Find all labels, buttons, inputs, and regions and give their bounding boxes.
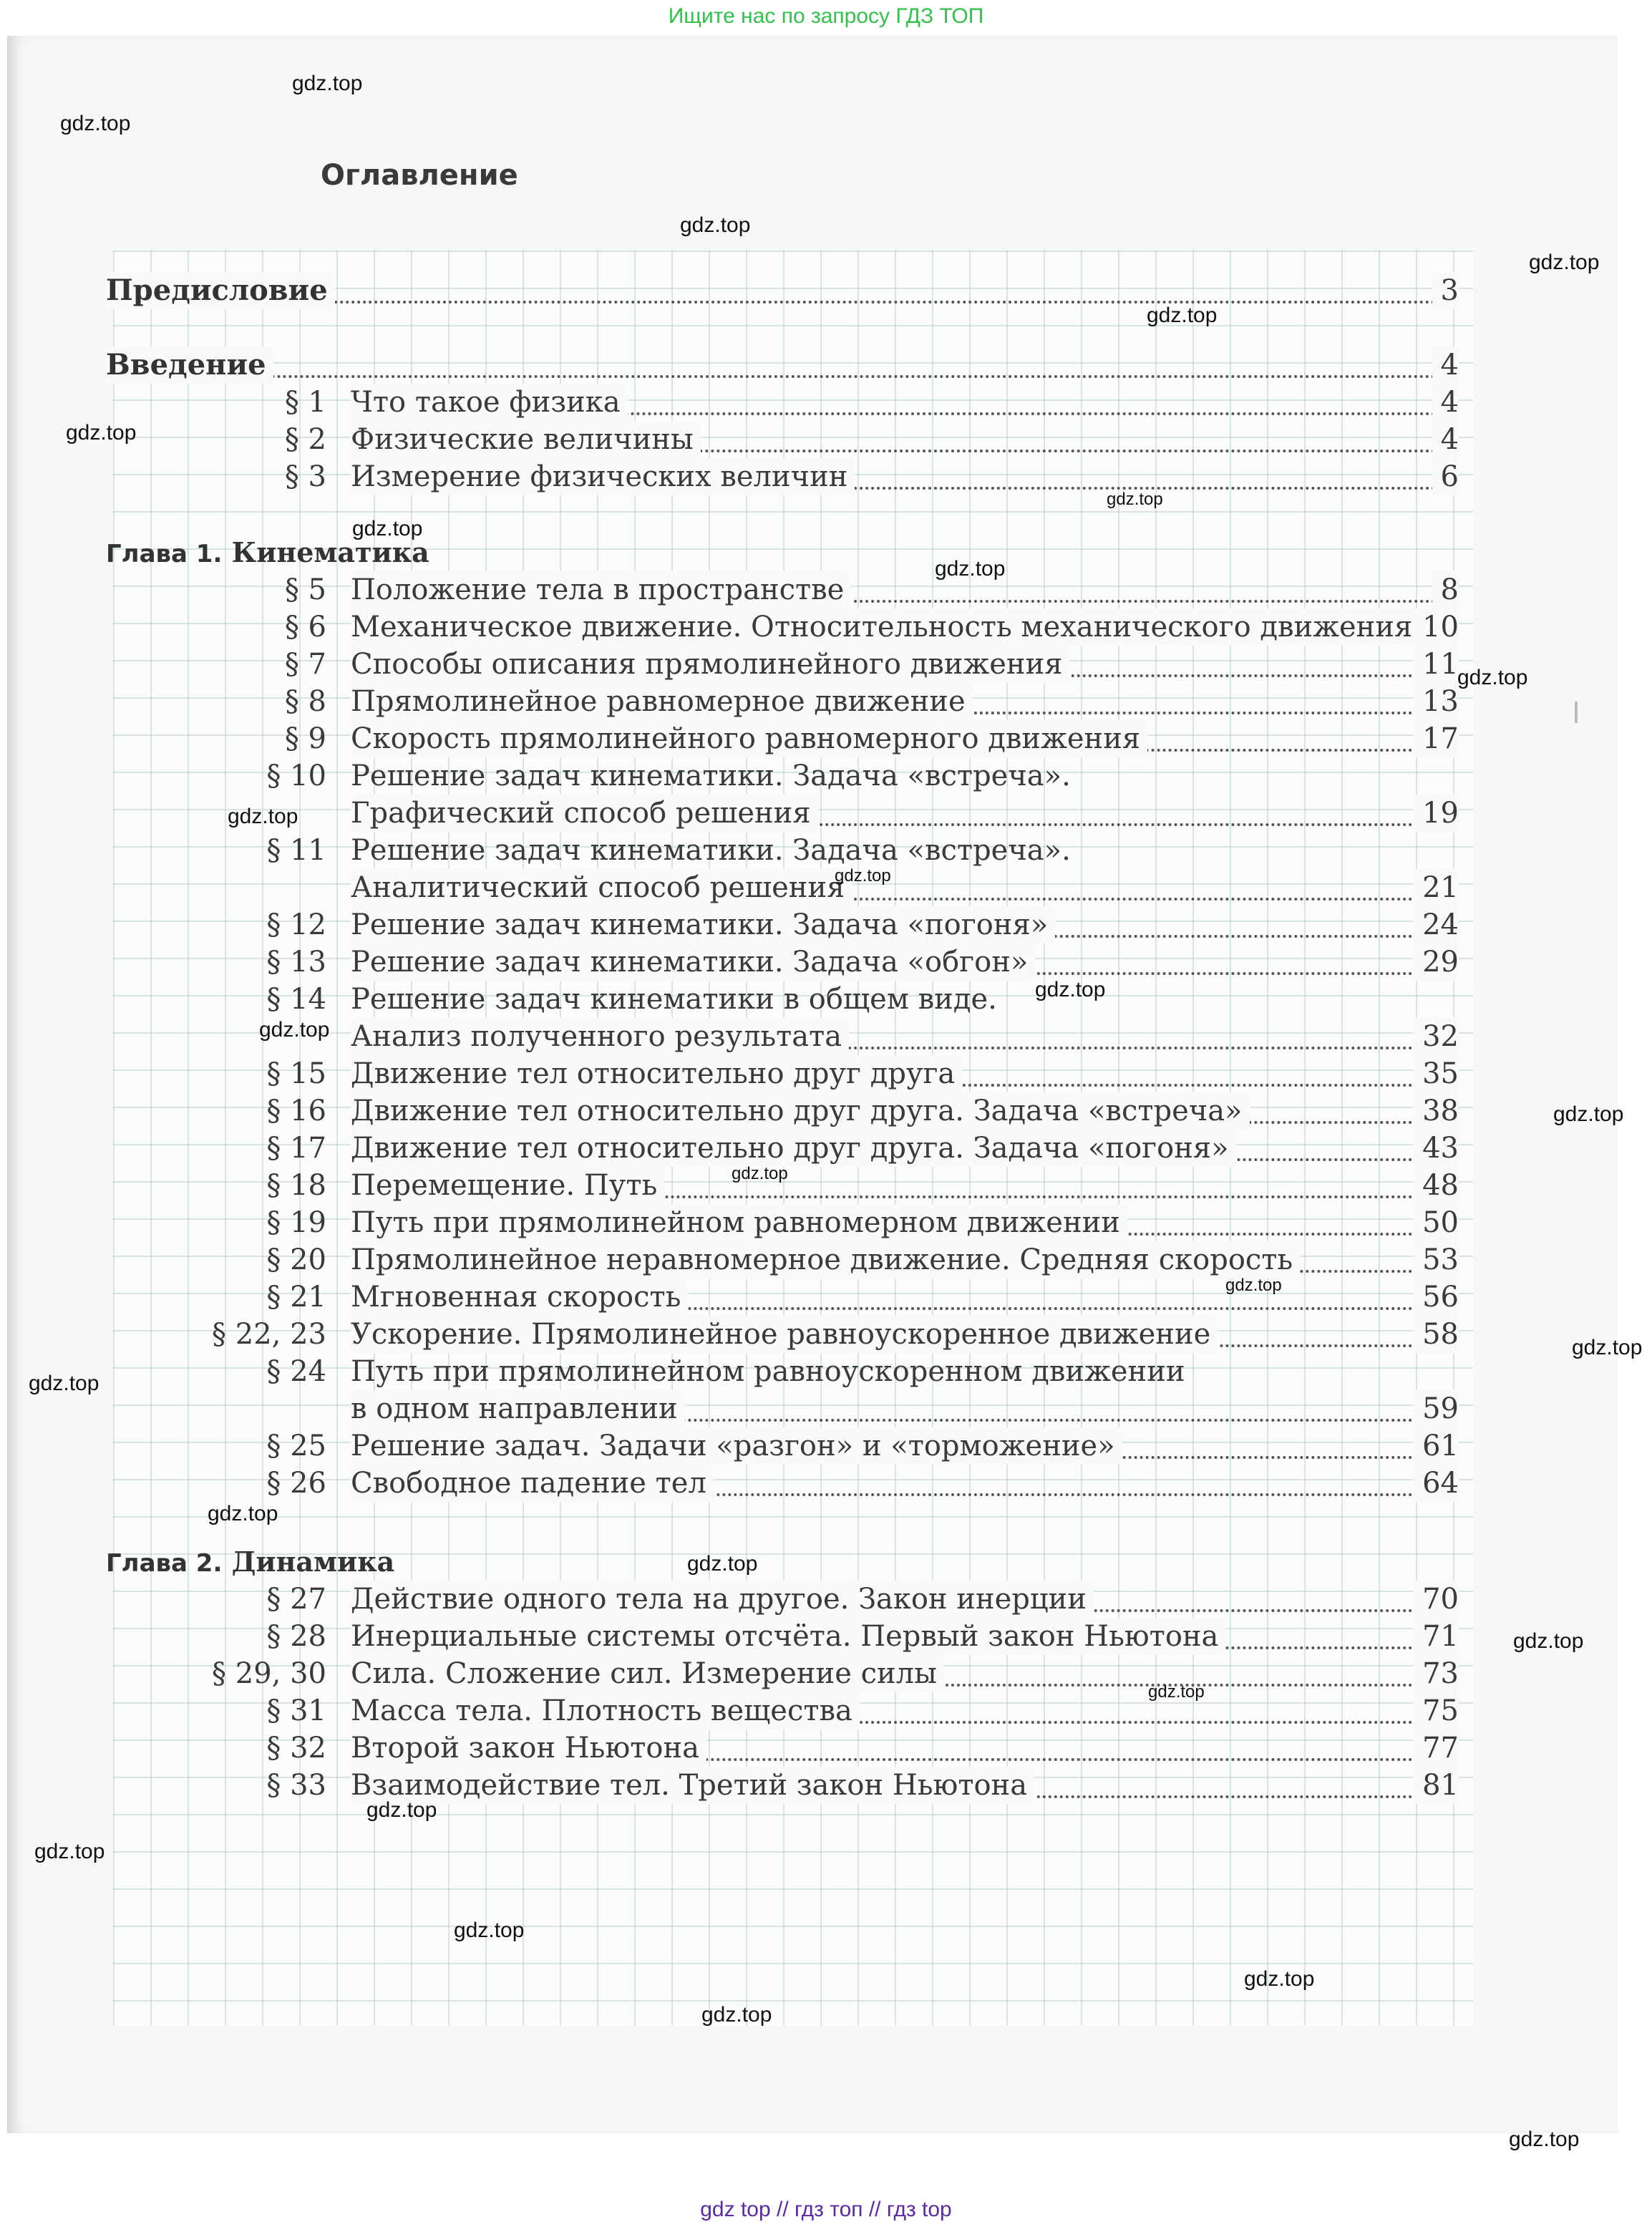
entry-title: Свободное падение тел <box>351 1467 706 1500</box>
toc-entry <box>351 1692 1459 1729</box>
page-number: 64 <box>1414 1465 1459 1502</box>
section-number: § 25 <box>266 1430 326 1462</box>
entry-title: Инерциальные системы отсчёта. Первый закон Ньютона <box>351 1620 1219 1653</box>
toc-entry <box>351 1316 1459 1353</box>
entry-title: в одном направлении <box>351 1392 678 1425</box>
entry-title: Масса тела. Плотность вещества <box>351 1694 852 1727</box>
entry-title: Анализ полученного результата <box>351 1020 842 1053</box>
toc-entry <box>351 608 1459 646</box>
page-number: 19 <box>1414 795 1459 832</box>
toc-entry <box>351 571 1459 608</box>
watermark-text: gdz.top <box>935 557 1006 581</box>
section-number: § 15 <box>266 1057 326 1090</box>
watermark-text: gdz.top <box>366 1798 437 1822</box>
page-number: 24 <box>1414 906 1459 943</box>
watermark-text: gdz.top <box>1457 666 1528 689</box>
watermark-text: gdz.top <box>1035 978 1106 1001</box>
toc-entry <box>351 1729 1459 1767</box>
toc-entry <box>351 458 1459 495</box>
entry-title: Движение тел относительно друг друга. Задача «погоня» <box>351 1132 1229 1165</box>
toc-entry <box>351 1465 1459 1502</box>
toc-entry <box>351 1018 1459 1055</box>
toc-entry <box>351 1767 1459 1804</box>
watermark-text: gdz.top <box>1572 1336 1643 1359</box>
watermark-text: gdz.top <box>60 112 131 135</box>
watermark-text: gdz.top <box>352 517 423 540</box>
dot-leader <box>106 375 1459 378</box>
section-number: § 28 <box>266 1620 326 1653</box>
entry-title: Решение задач кинематики. Задача «обгон» <box>351 946 1029 979</box>
page-title: Оглавление <box>321 159 518 192</box>
entry-title: Аналитический способ решения <box>351 871 845 904</box>
section-number: § 5 <box>284 573 326 606</box>
toc-entry <box>351 1618 1459 1655</box>
section-number: § 2 <box>284 423 326 456</box>
watermark-text: gdz.top <box>1225 1276 1282 1295</box>
entry-title: Путь при прямолинейном равномерном движении <box>351 1206 1120 1239</box>
section-number: § 6 <box>284 611 326 644</box>
watermark-text: gdz.top <box>66 421 137 445</box>
page-number: 11 <box>1414 646 1459 683</box>
page-number: 10 <box>1414 608 1459 646</box>
entry-title: Решение задач. Задачи «разгон» и «торможение» <box>351 1430 1115 1462</box>
section-number: § 18 <box>266 1169 326 1202</box>
section-number: § 14 <box>266 983 326 1016</box>
page-number: 3 <box>1432 272 1459 309</box>
toc-entry <box>351 1204 1459 1241</box>
entry-title: Прямолинейное неравномерное движение. Средняя скорость <box>351 1243 1293 1276</box>
section-number: § 24 <box>266 1355 326 1388</box>
watermark-text: gdz.top <box>1244 1967 1315 1991</box>
page-number: 77 <box>1414 1729 1459 1767</box>
watermark-text: gdz.top <box>687 1552 758 1576</box>
page-number: 71 <box>1414 1618 1459 1655</box>
page-number: 59 <box>1414 1390 1459 1427</box>
watermark-text: gdz.top <box>1107 490 1163 509</box>
toc-entry <box>351 1581 1459 1618</box>
page-number: 73 <box>1414 1655 1459 1692</box>
entry-title: Прямолинейное равномерное движение <box>351 685 966 718</box>
page-number: 29 <box>1414 943 1459 981</box>
toc-row-preface <box>106 272 1459 309</box>
page-number: 6 <box>1432 458 1459 495</box>
entry-title: Сила. Сложение сил. Измерение силы <box>351 1657 937 1690</box>
toc-entry <box>351 906 1459 943</box>
toc-entry <box>351 1279 1459 1316</box>
entry-title: Перемещение. Путь <box>351 1169 658 1202</box>
section-number: § 1 <box>284 386 326 419</box>
toc-entry <box>351 683 1459 720</box>
watermark-text: gdz.top <box>1147 304 1218 327</box>
section-number: § 16 <box>266 1095 326 1127</box>
section-number: § 12 <box>266 908 326 941</box>
page-number: 17 <box>1414 720 1459 757</box>
section-number: § 31 <box>266 1694 326 1727</box>
entry-title: Второй закон Ньютона <box>351 1732 699 1765</box>
section-number: § 10 <box>266 760 326 792</box>
toc-entry <box>351 421 1459 458</box>
page-number: 8 <box>1432 571 1459 608</box>
entry-title: Графический способ решения <box>351 797 811 830</box>
watermark-text: gdz.top <box>1513 1629 1584 1653</box>
toc-entry <box>351 1167 1459 1204</box>
page-number: 70 <box>1414 1581 1459 1618</box>
page-number: 58 <box>1414 1316 1459 1353</box>
chapter-heading-2 <box>106 1543 394 1582</box>
toc-entry <box>351 1130 1459 1167</box>
section-number: § 3 <box>284 460 326 493</box>
entry-title: Мгновенная скорость <box>351 1281 681 1314</box>
toc-entry <box>351 1655 1459 1692</box>
page-number: 32 <box>1414 1018 1459 1055</box>
toc-entry <box>351 1427 1459 1465</box>
entry-title: Механическое движение. Относительность механического движения <box>351 611 1413 644</box>
toc-entry <box>351 1241 1459 1279</box>
toc-entry <box>351 384 1459 421</box>
entry-title: Ускорение. Прямолинейное равноускоренное движение <box>351 1318 1211 1351</box>
section-number: § 32 <box>266 1732 326 1765</box>
page-number: 61 <box>1414 1427 1459 1465</box>
entry-title: Измерение физических величин <box>351 460 848 493</box>
bottom-banner[interactable]: gdz top // гдз топ // гдз top <box>700 2198 952 2221</box>
toc-entry <box>351 943 1459 981</box>
entry-title: Решение задач кинематики в общем виде. <box>351 983 997 1016</box>
section-number: § 19 <box>266 1206 326 1239</box>
toc-entry <box>351 869 1459 906</box>
page-number: 48 <box>1414 1167 1459 1204</box>
watermark-text: gdz.top <box>1529 251 1600 274</box>
entry-title: Скорость прямолинейного равномерного движения <box>351 722 1141 755</box>
section-title: Введение <box>106 348 266 382</box>
page-number: 75 <box>1414 1692 1459 1729</box>
watermark-text: gdz.top <box>1148 1682 1205 1702</box>
watermark-text: gdz.top <box>208 1502 278 1525</box>
page-number: 35 <box>1414 1055 1459 1092</box>
section-number: § 11 <box>266 834 326 867</box>
section-number: § 17 <box>266 1132 326 1165</box>
chapter-name: Динамика <box>231 1546 395 1578</box>
page-number: 53 <box>1414 1241 1459 1279</box>
section-number: § 21 <box>266 1281 326 1314</box>
chapter-prefix: Глава 1. <box>106 540 223 568</box>
toc-entry <box>351 795 1459 832</box>
page-number: 4 <box>1432 421 1459 458</box>
entry-title: Решение задач кинематики. Задача «встреча». <box>351 760 1071 792</box>
watermark-text: gdz.top <box>1509 2127 1580 2151</box>
entry-title: Движение тел относительно друг друга. Задача «встреча» <box>351 1095 1243 1127</box>
page-number: 56 <box>1414 1279 1459 1316</box>
toc-entry <box>351 646 1459 683</box>
watermark-text: gdz.top <box>34 1840 105 1863</box>
chapter-prefix: Глава 2. <box>106 1549 223 1578</box>
entry-title: Что такое физика <box>351 386 621 419</box>
section-number: § 13 <box>266 946 326 979</box>
page-number: 4 <box>1432 346 1459 384</box>
watermark-text: gdz.top <box>835 866 891 886</box>
toc-row-intro <box>106 346 1459 384</box>
entry-title: Решение задач кинематики. Задача «погоня» <box>351 908 1049 941</box>
entry-title: Физические величины <box>351 423 694 456</box>
toc-entry <box>351 1092 1459 1130</box>
top-banner[interactable]: Ищите нас по запросу ГДЗ ТОП <box>668 4 984 28</box>
section-number: § 27 <box>266 1583 326 1616</box>
section-number: § 7 <box>284 648 326 681</box>
watermark-text: gdz.top <box>454 1918 525 1942</box>
page-number: 43 <box>1414 1130 1459 1167</box>
entry-title: Движение тел относительно друг друга <box>351 1057 956 1090</box>
watermark-text: gdz.top <box>259 1018 330 1042</box>
entry-title: Положение тела в пространстве <box>351 573 845 606</box>
section-title: Предисловие <box>106 273 328 307</box>
toc-entry <box>351 1390 1459 1427</box>
section-number: § 20 <box>266 1243 326 1276</box>
section-number: § 22, 23 <box>212 1318 326 1351</box>
entry-title: Способы описания прямолинейного движения <box>351 648 1063 681</box>
toc-entry <box>351 720 1459 757</box>
page-number: 50 <box>1414 1204 1459 1241</box>
section-number: § 8 <box>284 685 326 718</box>
toc-entry <box>351 1055 1459 1092</box>
entry-title: Взаимодействие тел. Третий закон Ньютона <box>351 1769 1028 1802</box>
watermark-text: gdz.top <box>228 805 298 828</box>
entry-title: Путь при прямолинейном равноускоренном движении <box>351 1355 1185 1388</box>
watermark-text: gdz.top <box>732 1164 788 1183</box>
page-number: 13 <box>1414 683 1459 720</box>
entry-title: Действие одного тела на другое. Закон инерции <box>351 1583 1087 1616</box>
page-number: 21 <box>1414 869 1459 906</box>
watermark-text: gdz.top <box>1553 1102 1624 1126</box>
watermark-text: gdz.top <box>29 1372 99 1395</box>
section-number: § 33 <box>266 1769 326 1802</box>
section-number: § 26 <box>266 1467 326 1500</box>
chapter-name: Кинематика <box>231 536 429 568</box>
page-number: 38 <box>1414 1092 1459 1130</box>
section-number: § 29, 30 <box>212 1657 326 1690</box>
page-number: 81 <box>1414 1767 1459 1804</box>
entry-title: Решение задач кинематики. Задача «встреча». <box>351 834 1071 867</box>
page-number: 4 <box>1432 384 1459 421</box>
watermark-text: gdz.top <box>701 2003 772 2027</box>
watermark-text: gdz.top <box>680 213 751 237</box>
watermark-text: gdz.top <box>292 72 363 95</box>
section-number: § 9 <box>284 722 326 755</box>
